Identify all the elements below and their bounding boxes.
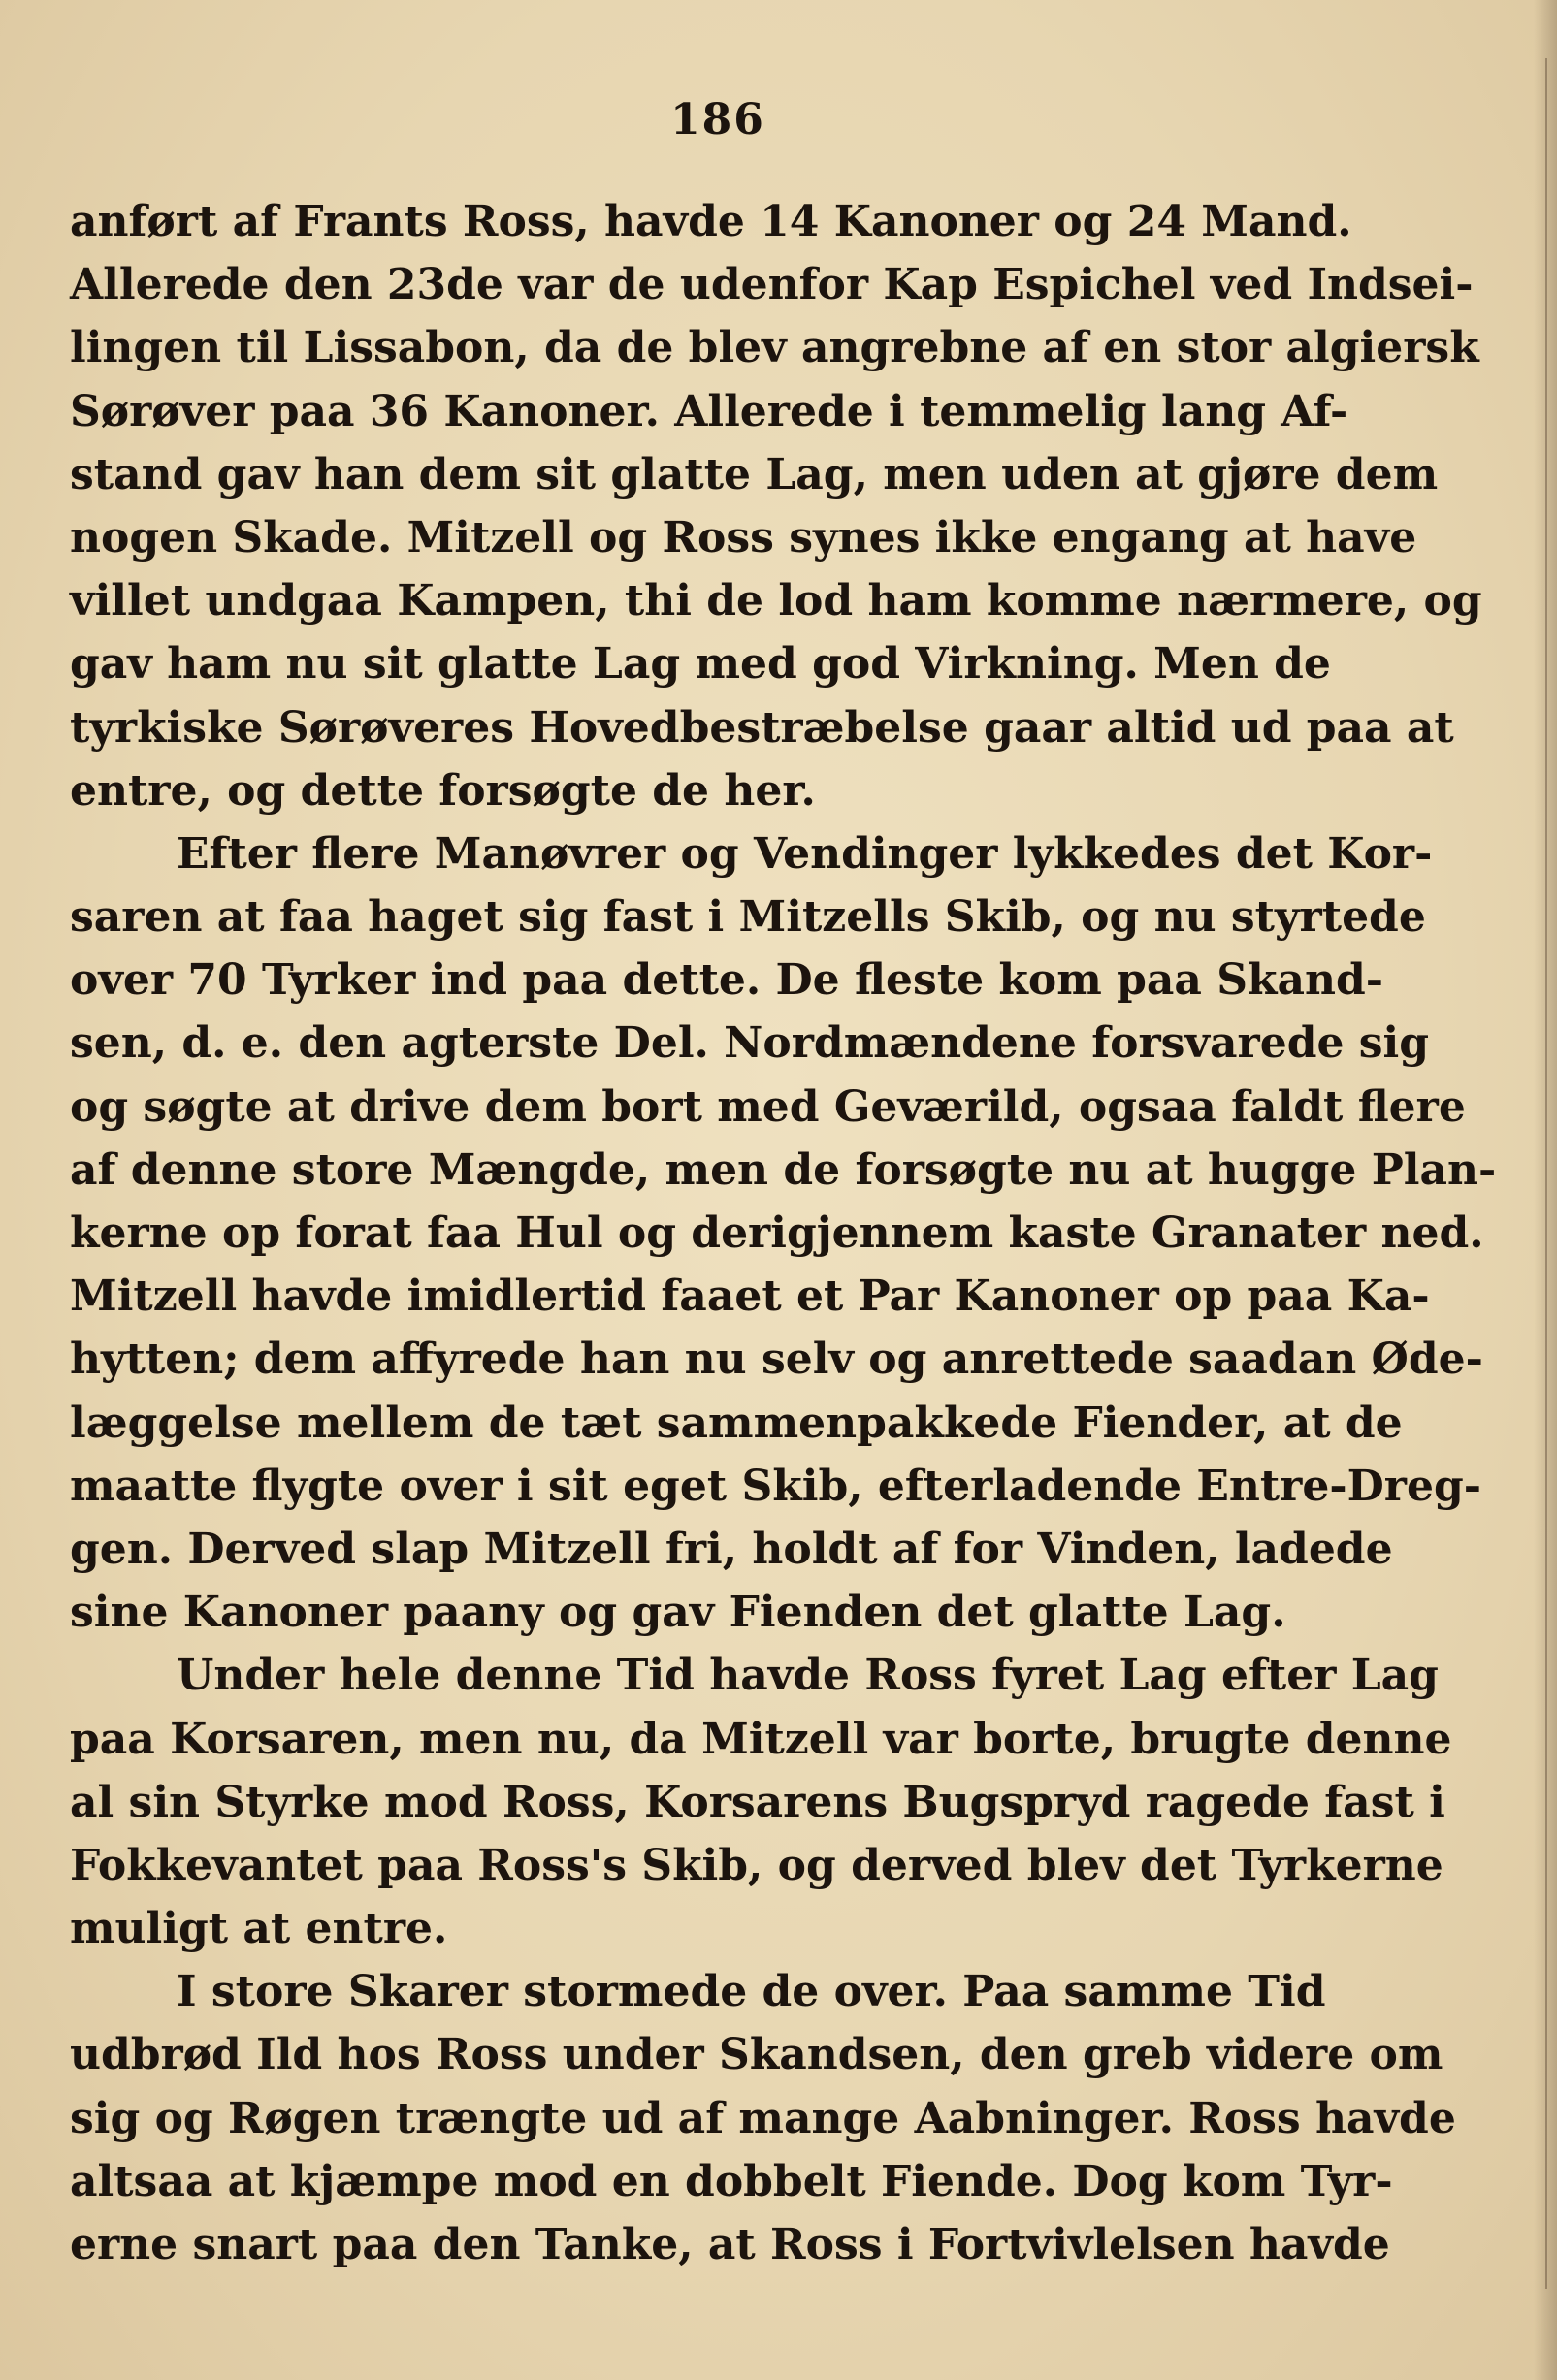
text-line: sig og Røgen trængte ud af mange Aabninger. Ross havde xyxy=(70,2093,1456,2143)
text-line: kerne op forat faa Hul og derigjennem kaste Granater ned. xyxy=(70,1208,1484,1258)
text-line: Fokkevantet paa Ross's Skib, og derved blev det Tyrkerne xyxy=(70,1840,1443,1890)
text-line: gen. Derved slap Mitzell fri, holdt af for Vinden, ladede xyxy=(70,1524,1393,1574)
text-line: erne snart paa den Tanke, at Ross i Fortvivlelsen havde xyxy=(70,2220,1390,2269)
page-number: 186 xyxy=(670,95,765,145)
text-line: og søgte at drive dem bort med Geværild, ogsaa faldt flere xyxy=(70,1081,1466,1132)
text-line: af denne store Mængde, men de forsøgte nu at hugge Plan- xyxy=(70,1144,1497,1195)
text-line: maatte flygte over i sit eget Skib, efterladende Entre-Dreg- xyxy=(70,1461,1481,1511)
text-line: Mitzell havde imidlertid faaet et Par Kanoner op paa Ka- xyxy=(70,1271,1430,1322)
text-line: tyrkiske Sørøveres Hovedbestræbelse gaar altid ud paa at xyxy=(70,702,1454,753)
text-line: nogen Skade. Mitzell og Ross synes ikke engang at have xyxy=(70,512,1417,563)
text-line: Efter flere Manøvrer og Vendinger lykkedes det Kor- xyxy=(177,828,1433,879)
text-line: udbrød Ild hos Ross under Skandsen, den greb videre om xyxy=(70,2030,1443,2080)
text-line: Allerede den 23de var de udenfor Kap Espichel ved Indsei- xyxy=(70,260,1474,310)
text-line: saren at faa haget sig fast i Mitzells Skib, og nu styrtede xyxy=(70,892,1426,943)
text-line: altsaa at kjæmpe mod en dobbelt Fiende. Dog kom Tyr- xyxy=(70,2156,1393,2206)
text-line: Under hele denne Tid havde Ross fyret Lag efter Lag xyxy=(177,1651,1439,1701)
text-line: entre, og dette forsøgte de her. xyxy=(70,765,816,816)
text-line: sen, d. e. den agterste Del. Nordmændene forsvarede sig xyxy=(70,1018,1430,1069)
text-line: paa Korsaren, men nu, da Mitzell var borte, brugte denne xyxy=(70,1714,1452,1764)
text-line: sine Kanoner paany og gav Fienden det glatte Lag. xyxy=(70,1588,1286,1638)
text-line: gav ham nu sit glatte Lag med god Virkning. Men de xyxy=(70,639,1331,690)
text-line: læggelse mellem de tæt sammenpakkede Fiender, at de xyxy=(70,1398,1403,1448)
text-line: lingen til Lissabon, da de blev angrebne af en stor algiersk xyxy=(70,323,1479,373)
text-line: Sørøver paa 36 Kanoner. Allerede i temmelig lang Af- xyxy=(70,386,1348,436)
text-line: al sin Styrke mod Ross, Korsarens Bugspryd ragede fast i xyxy=(70,1777,1445,1827)
text-line: anført af Frants Ross, havde 14 Kanoner og 24 Mand. xyxy=(70,197,1352,246)
text-line: stand gav han dem sit glatte Lag, men uden at gjøre dem xyxy=(70,449,1439,499)
text-line: I store Skarer stormede de over. Paa samme Tid xyxy=(177,1967,1326,2017)
text-line: hytten; dem affyrede han nu selv og anrettede saadan Øde- xyxy=(70,1335,1483,1385)
text-line: muligt at entre. xyxy=(70,1904,448,1954)
body-text xyxy=(70,190,1497,2276)
text-line: villet undgaa Kampen, thi de lod ham komme nærmere, og xyxy=(70,576,1482,627)
page-edge-line xyxy=(1545,58,1547,2289)
text-line: over 70 Tyrker ind paa dette. De fleste kom paa Skand- xyxy=(70,955,1383,1006)
